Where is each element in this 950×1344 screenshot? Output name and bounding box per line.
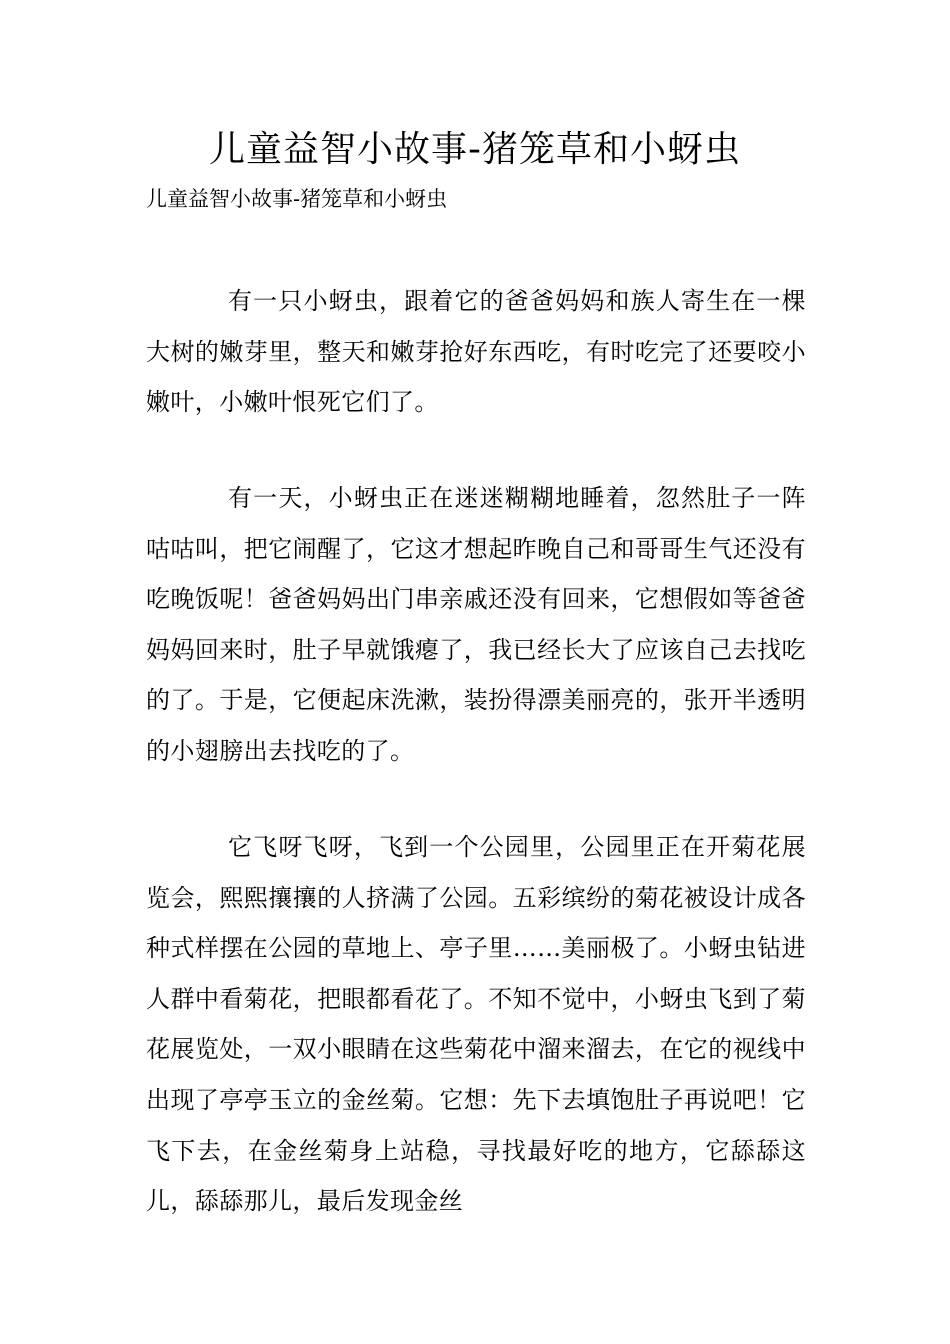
paragraph-1: 有一只小蚜虫，跟着它的爸爸妈妈和族人寄生在一棵大树的嫩芽里，整天和嫩芽抢好东西吃，有时吃完了还要咬小嫩叶，小嫩叶恨死它们了。 xyxy=(146,287,806,417)
paragraph-3: 它飞呀飞呀，飞到一个公园里，公园里正在开菊花展览会，熙熙攘攘的人挤满了公园。五彩缤纷的菊花被设计成各种式样摆在公园的草地上、亭子里……美丽极了。小蚜虫钻进人群中看菊花，把眼都看花了。不知不觉中，小蚜虫飞到了菊花展览处，一双小眼睛在这些菊花中溜来溜去，在它的视线中出现了亭亭玉立的金丝菊。它想：先下去填饱肚子再说吧！它飞下去，在金丝菊身上站稳，寻找最好吃的地方，它舔舔这儿，舔舔那儿，最后发现金丝 xyxy=(146,833,806,1216)
paragraph-2: 有一天，小蚜虫正在迷迷糊糊地睡着，忽然肚子一阵咕咕叫，把它闹醒了，它这才想起昨晚自己和哥哥生气还没有吃晚饭呢！爸爸妈妈出门串亲戚还没有回来，它想假如等爸爸妈妈回来时，肚子早就饿瘪了，我已经长大了应该自己去找吃的了。于是，它便起床洗漱，装扮得漂美丽亮的，张开半透明的小翅膀出去找吃的了。 xyxy=(146,484,806,765)
document-title: 儿童益智小故事-猪笼草和小蚜虫 xyxy=(209,129,741,170)
document-subtitle: 儿童益智小故事-猪笼草和小蚜虫 xyxy=(146,187,448,211)
